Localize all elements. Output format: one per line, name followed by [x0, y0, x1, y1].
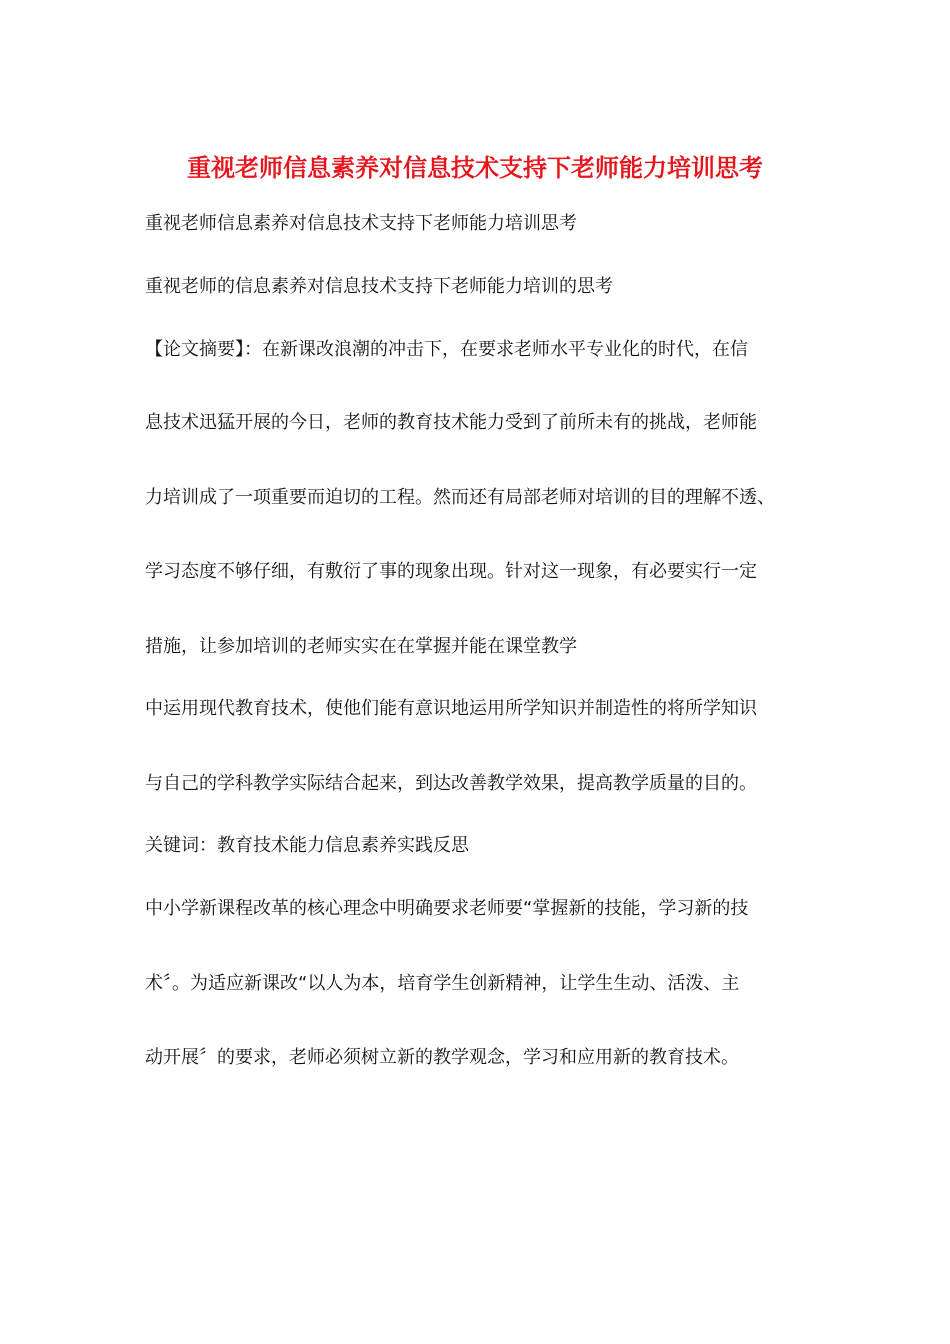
abstract-line: 学习态度不够仔细，有敷衍了事的现象出现。针对这一现象，有必要实行一定	[145, 561, 757, 582]
full-title-line: 重视老师的信息素养对信息技术支持下老师能力培训的思考	[145, 276, 613, 297]
abstract-line: 措施，让参加培训的老师实实在在掌握并能在课堂教学	[145, 636, 577, 657]
subtitle-line: 重视老师信息素养对信息技术支持下老师能力培训思考	[145, 213, 577, 234]
body-line: 动开展〞的要求，老师必须树立新的教学观念，学习和应用新的教育技术。	[145, 1047, 739, 1068]
body-line: 中小学新课程改革的核心理念中明确要求老师要“掌握新的技能，学习新的技	[145, 898, 749, 919]
keywords-line: 关键词：教育技术能力信息素养实践反思	[145, 835, 469, 856]
abstract-line: 息技术迅猛开展的今日，老师的教育技术能力受到了前所未有的挑战，老师能	[145, 412, 757, 433]
abstract-line: 力培训成了一项重要而迫切的工程。然而还有局部老师对培训的目的理解不透、	[145, 487, 775, 508]
abstract-line: 中运用现代教育技术，使他们能有意识地运用所学知识并制造性的将所学知识	[145, 698, 757, 719]
body-line: 术〞。为适应新课改“以人为本，培育学生创新精神，让学生生动、活泼、主	[145, 973, 740, 994]
document-title: 重视老师信息素养对信息技术支持下老师能力培训思考	[187, 153, 763, 182]
abstract-line: 【论文摘要】：在新课改浪潮的冲击下，在要求老师水平专业化的时代，在信	[145, 339, 748, 360]
abstract-line: 与自己的学科教学实际结合起来，到达改善教学效果，提高教学质量的目的。	[145, 773, 757, 794]
